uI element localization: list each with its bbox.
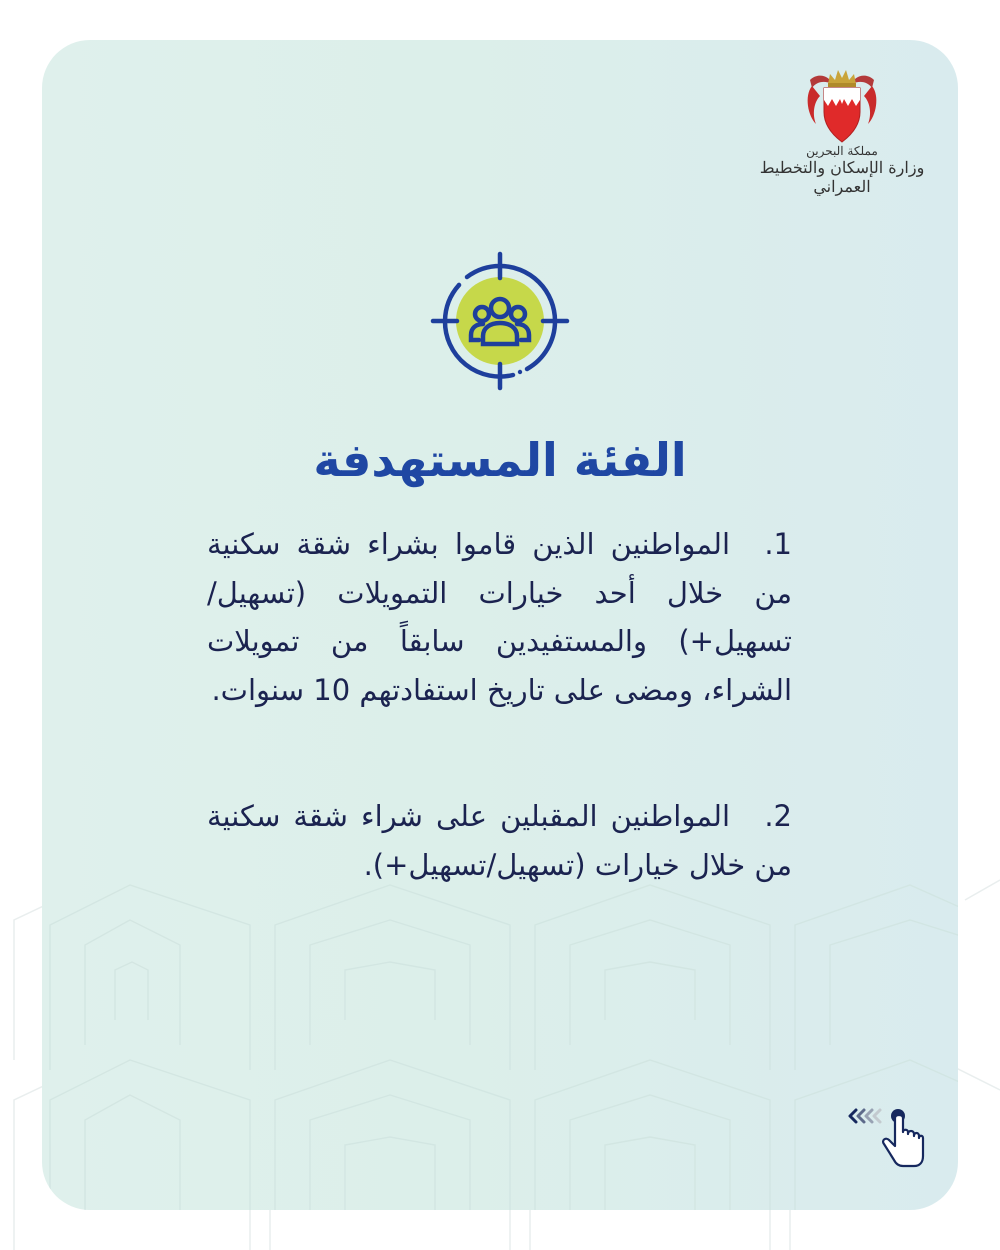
list-item [207, 792, 792, 889]
page-title: الفئة المستهدفة [313, 433, 687, 487]
logo-ministry-text: وزارة الإسكان والتخطيط العمراني [759, 158, 925, 196]
ministry-logo [742, 66, 942, 206]
list-item-number: 1. [764, 527, 792, 561]
list-item-text: المواطنين المقبلين على شراء شقة سكنية من خلال خيارات (تسهيل/تسهيل+). [207, 799, 792, 882]
logo-kingdom-text: مملكة البحرين [806, 144, 878, 158]
bahrain-coat-of-arms-icon [802, 66, 882, 146]
target-audience-icon [427, 248, 573, 394]
list-item-number: 2. [764, 799, 792, 833]
list-item-text: المواطنين الذين قاموا بشراء شقة سكنية من خلال أحد خيارات التمويلات (تسهيل/تسهيل+) والمستفيدين سابقاً من تمويلات الشراء، ومضى على تاريخ استفادتهم 10 سنوات. [207, 527, 792, 707]
info-card [42, 40, 958, 1210]
list-item [207, 520, 792, 714]
swipe-left-hand-icon[interactable] [842, 1100, 932, 1180]
